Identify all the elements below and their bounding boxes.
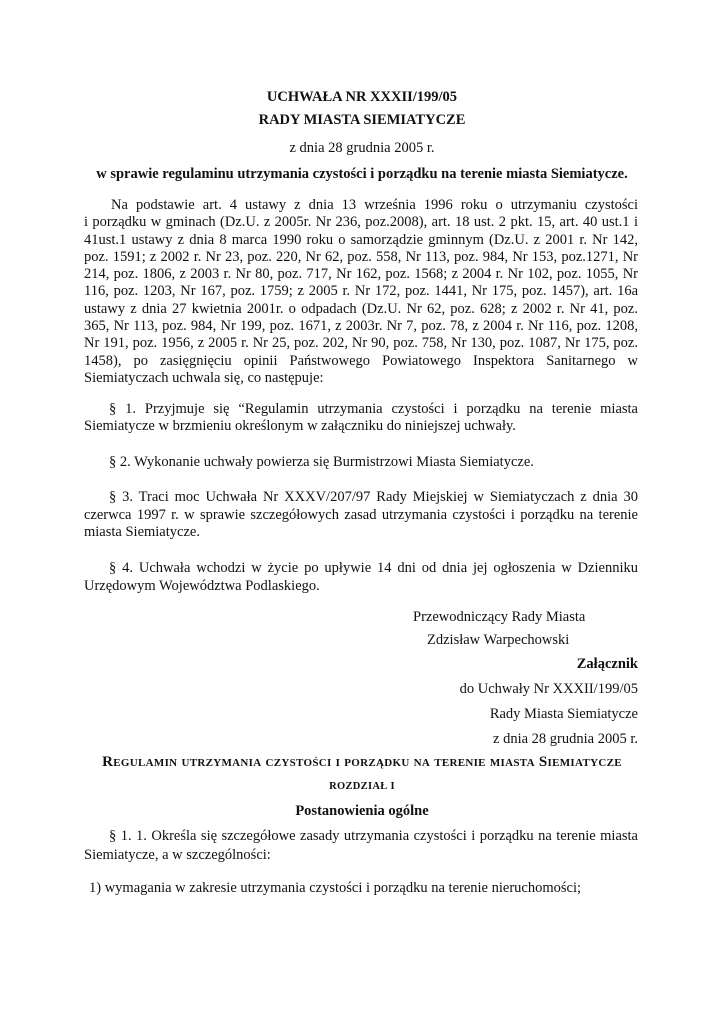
preamble-line: ustawy z dnia 27 kwietnia 2001r. o odpadach (Dz.U. Nr 62, poz. 628; z 2002 r. Nr 41, poz. [84,300,638,317]
preamble-line: Na podstawie art. 4 ustawy z dnia 13 września 1996 roku o utrzymaniu czystości [111,197,638,213]
preamble-line: poz. 1591; z 2002 r. Nr 23, poz. 220, Nr 62, poz. 558, Nr 113, poz. 984, Nr 153, poz.1271, Nr [84,248,638,265]
preamble-line: 41ust.1 ustawy z dnia 8 marca 1990 roku o samorządzie gminnym (Dz.U. z 2001 r. Nr 142, [84,231,638,248]
section-line: czerwca 1997 r. w sprawie szczegółowych zasad utrzymania czystości i porządku na terenie [84,506,638,523]
section-line: § 4. Uchwała wchodzi w życie po upływie 14 dni od dnia jej ogłoszenia w Dzienniku [109,560,638,576]
regulation-title: Regulamin utrzymania czystości i porządku na terenie miasta Siemiatycze [102,754,622,770]
regulation-item-1: 1) wymagania w zakresie utrzymania czystości i porządku na terenie nieruchomości; [89,880,582,896]
preamble-line: i porządku w gminach (Dz.U. z 2005r. Nr 236, poz.2008), art. 18 ust. 2 pkt. 15, art. 40 ust.1 i [84,214,638,231]
resolution-subject: w sprawie regulaminu utrzymania czystości i porządku na terenie miasta Siemiatycze. [96,166,628,182]
regulation-paragraph-1 [84,827,638,865]
section-line: miasta Siemiatycze. [84,524,200,540]
section-line: Siemiatycze w brzmieniu określonym w załączniku do niniejszej uchwały. [84,418,516,435]
attachment-date: z dnia 28 grudnia 2005 r. [493,731,638,747]
signature-name: Zdzisław Warpechowski [427,632,570,648]
section-1-paragraph [84,401,638,436]
regulation-line: § 1. 1. Określa się szczegółowe zasady utrzymania czystości i porządku na terenie miasta [109,828,638,844]
section-line: Urzędowym Województwa Podlaskiego. [84,577,320,594]
preamble-line: 1458), po zasięgnięciu opinii Państwowego Powiatowego Inspektora Sanitarnego w [84,352,638,369]
section-line: § 2. Wykonanie uchwały powierza się Burmistrzowi Miasta Siemiatycze. [109,454,534,470]
preamble-line: Nr 191, poz. 1956, z 2005 r. Nr 25, poz. 202, Nr 90, poz. 758, Nr 130, poz. 1087, Nr 175, poz. [84,335,638,352]
attachment-council: Rady Miasta Siemiatycze [489,706,638,722]
resolution-date: z dnia 28 grudnia 2005 r. [289,140,435,156]
preamble-line: 365, Nr 113, poz. 984, Nr 199, poz. 1671, z 2003r. Nr 7, poz. 78, z 2004 r. Nr 116, poz. 1208, [84,318,638,335]
section-2-paragraph [84,454,638,471]
regulation-line: Siemiatycze, a w szczególności: [84,847,271,863]
resolution-title: UCHWAŁA NR XXXII/199/05 [266,89,458,105]
council-name: RADY MIASTA SIEMIATYCZE [258,112,466,128]
chapter-label: ROZDZIAŁ I [329,781,395,792]
preamble-line: Siemiatyczach uchwala się, co następuje: [84,369,324,386]
chapter-title: Postanowienia ogólne [295,803,429,819]
signature-role: Przewodniczący Rady Miasta [413,609,586,625]
section-line: § 1. Przyjmuje się “Regulamin utrzymania czystości i porządku na terenie miasta [109,401,638,417]
preamble-line: 214, poz. 1806, z 2003 r. Nr 80, poz. 717, Nr 162, poz. 1568; z 2004 r. Nr 102, poz. 1055, Nr [84,266,638,283]
section-3-paragraph [84,489,638,542]
preamble-line: 116, poz. 1203, Nr 167, poz. 1759; z 2005 r. Nr 172, poz. 1441, Nr 175, poz. 1457), art. 16a [84,283,638,300]
attachment-label: Załącznik [576,656,638,672]
attachment-reference: do Uchwały Nr XXXII/199/05 [459,681,638,697]
section-4-paragraph [84,560,638,596]
preamble-paragraph [84,197,638,387]
section-line: § 3. Traci moc Uchwała Nr XXXV/207/97 Rady Miejskiej w Siemiatyczach z dnia 30 [109,489,638,505]
